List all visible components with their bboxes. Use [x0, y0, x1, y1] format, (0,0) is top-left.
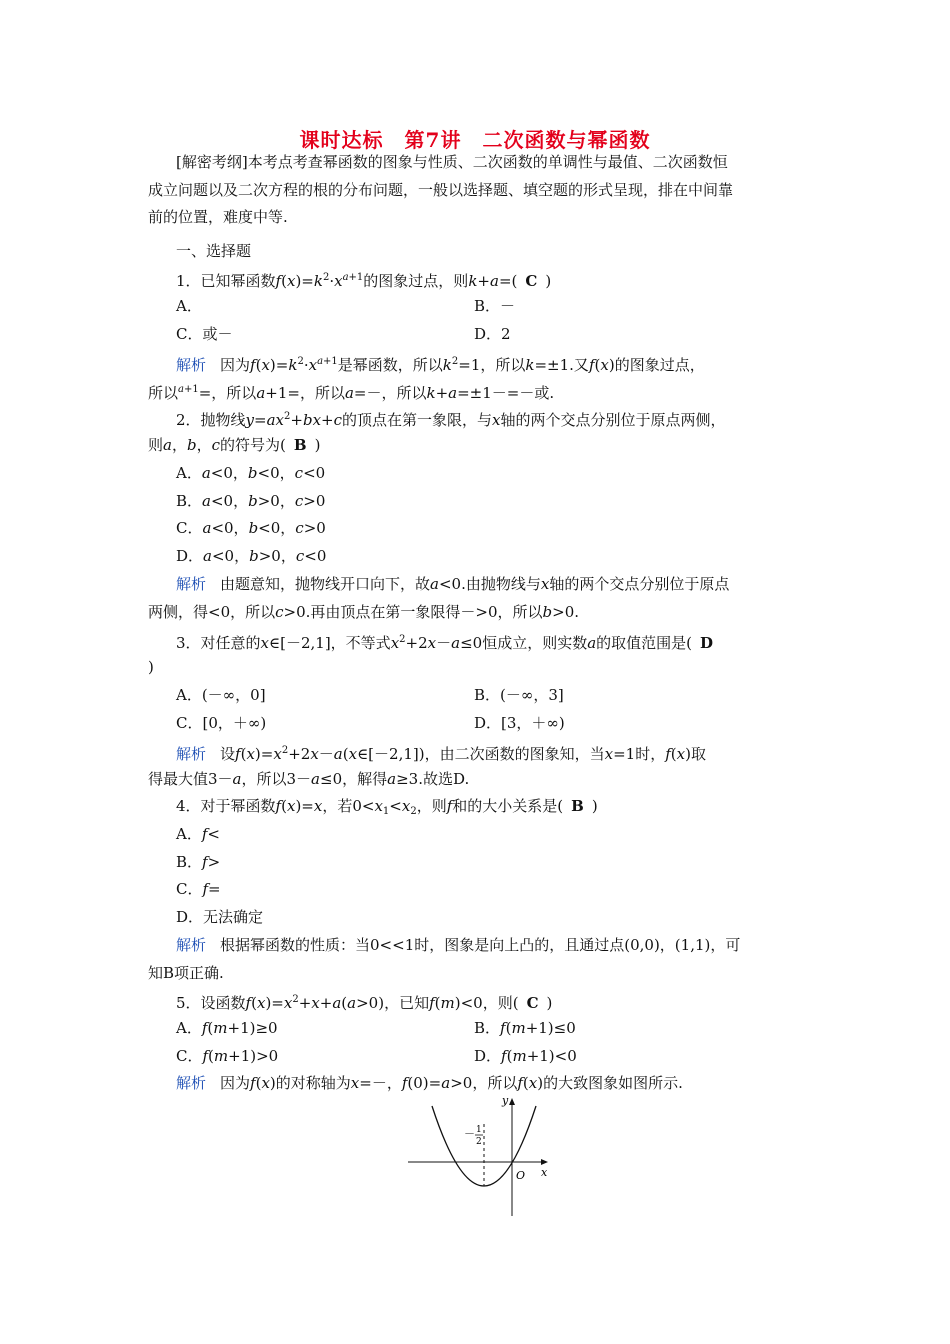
answer-1: C	[525, 272, 538, 290]
question-2-line-2: 则a，b，c的符号为( B )	[148, 436, 321, 454]
x-axis-label: x	[541, 1166, 548, 1179]
q4-option-b: B．f>	[176, 853, 221, 871]
q1-solution-line-2: 所以$^{a+1}$=，所以a+1=，所以a=－，所以k+a=±1－=－或.	[148, 384, 555, 402]
intro-line-2: 成立问题以及二次方程的根的分布问题，一般以选择题、填空题的形式呈现，排在中间靠	[148, 181, 734, 199]
q3-option-b: B．(－∞，3]	[474, 686, 564, 704]
q1-option-d: D．2	[474, 325, 511, 343]
q1-option-b: B．－	[474, 297, 516, 315]
x-axis-arrow	[541, 1159, 548, 1165]
q3-solution-line-1: 解析 设$f(x)=x^2+2x-a(x\in[-2,1])$，由二次函数的图象知，当x=1时，f(x)取	[176, 745, 706, 763]
answer-3: D	[700, 634, 714, 652]
vertex-label-denominator: 2	[476, 1137, 482, 1147]
q3-option-c: C．[0，＋∞)	[176, 714, 267, 732]
y-axis-label: y	[502, 1094, 509, 1107]
q4-option-a: A．f<	[176, 825, 220, 843]
jiexi-label: 解析	[176, 356, 207, 374]
question-2-line-1: 2．抛物线$y=ax^2+bx+c$的顶点在第一象限，与x轴的两个交点分别位于原点两侧，	[176, 411, 726, 429]
q2-solution-line-2: 两侧，得<0，所以c>0.再由顶点在第一象限得－>0，所以b>0.	[148, 603, 580, 621]
q2-option-c: C．a<0，b<0，c>0	[176, 519, 326, 537]
q5-solution-line-1: 解析 因为f(x)的对称轴为x=－，f(0)=a>0，所以f(x)的大致图象如图所示.	[176, 1074, 683, 1092]
page-title: 课时达标 第7讲 二次函数与幂函数	[299, 128, 651, 152]
q1-option-c: C．或－	[176, 325, 233, 343]
question-1: 1．已知幂函数$f(x)=k^2\cdot x^{a+1}$的图象过点，则k+a=( C )	[176, 272, 552, 290]
question-3-line-1: 3．对任意的x∈[－2,1]，不等式$x^2+2x-a\le 0$恒成立，则实数a的取值范围是( D	[176, 634, 714, 652]
y-axis-arrow	[509, 1098, 515, 1105]
question-3-line-2: )	[148, 658, 154, 676]
q4-solution-line-1: 解析 根据幂函数的性质：当0<<1时，图象是向上凸的，且通过点(0,0)，(1,1)，可	[176, 936, 741, 954]
vertex-label-numerator: 1	[476, 1125, 482, 1135]
question-4: 4．对于幂函数f(x)=x，若$0<x_1<x_2$，则f和的大小关系是( B )	[176, 797, 598, 817]
vertex-label-sign: －	[464, 1127, 475, 1140]
origin-label: O	[516, 1169, 526, 1182]
answer-4: B	[571, 797, 584, 815]
q5-option-a: A．f(m+1)≥0	[176, 1019, 278, 1037]
q3-solution-line-2: 得最大值3－a，所以3－a≤0，解得a≥3.故选D.	[148, 770, 470, 788]
q2-option-a: A．a<0，b<0，c<0	[176, 464, 326, 482]
parabola-graph	[404, 1094, 554, 1220]
q5-option-c: C．f(m+1)>0	[176, 1047, 279, 1065]
q3-option-d: D．[3，＋∞)	[474, 714, 565, 732]
q4-option-c: C．f=	[176, 880, 221, 898]
answer-2: B	[293, 436, 307, 454]
q4-option-d: D．无法确定	[176, 908, 264, 926]
q2-option-d: D．a<0，b>0，c<0	[176, 547, 327, 565]
intro-line-3: 前的位置，难度中等.	[148, 208, 288, 226]
question-5: 5．设函数$f(x)=x^2+x+a(a>0)$，已知f(m)<0，则( C )	[176, 994, 553, 1012]
q2-option-b: B．a<0，b>0，c>0	[176, 492, 326, 510]
section-heading: 一、选择题	[176, 242, 252, 260]
intro-line-1: [解密考纲]本考点考查幂函数的图象与性质、二次函数的单调性与最值、二次函数恒	[176, 153, 728, 171]
q5-option-d: D．f(m+1)<0	[474, 1047, 577, 1065]
answer-5: C	[526, 994, 539, 1012]
q1-option-a: A．	[176, 297, 202, 315]
q5-option-b: B．f(m+1)≤0	[474, 1019, 576, 1037]
q3-option-a: A．(－∞，0]	[176, 686, 266, 704]
q1-solution-line-1: 解析 因为$f(x)=k^2\cdot x^{a+1}$是幂函数，所以$k^2=1$，所以k=±1.又f(x)的图象过点，	[176, 356, 705, 374]
q2-solution-line-1: 解析 由题意知，抛物线开口向下，故a<0.由抛物线与x轴的两个交点分别位于原点	[176, 575, 730, 593]
q4-solution-line-2: 知B项正确.	[148, 964, 224, 982]
